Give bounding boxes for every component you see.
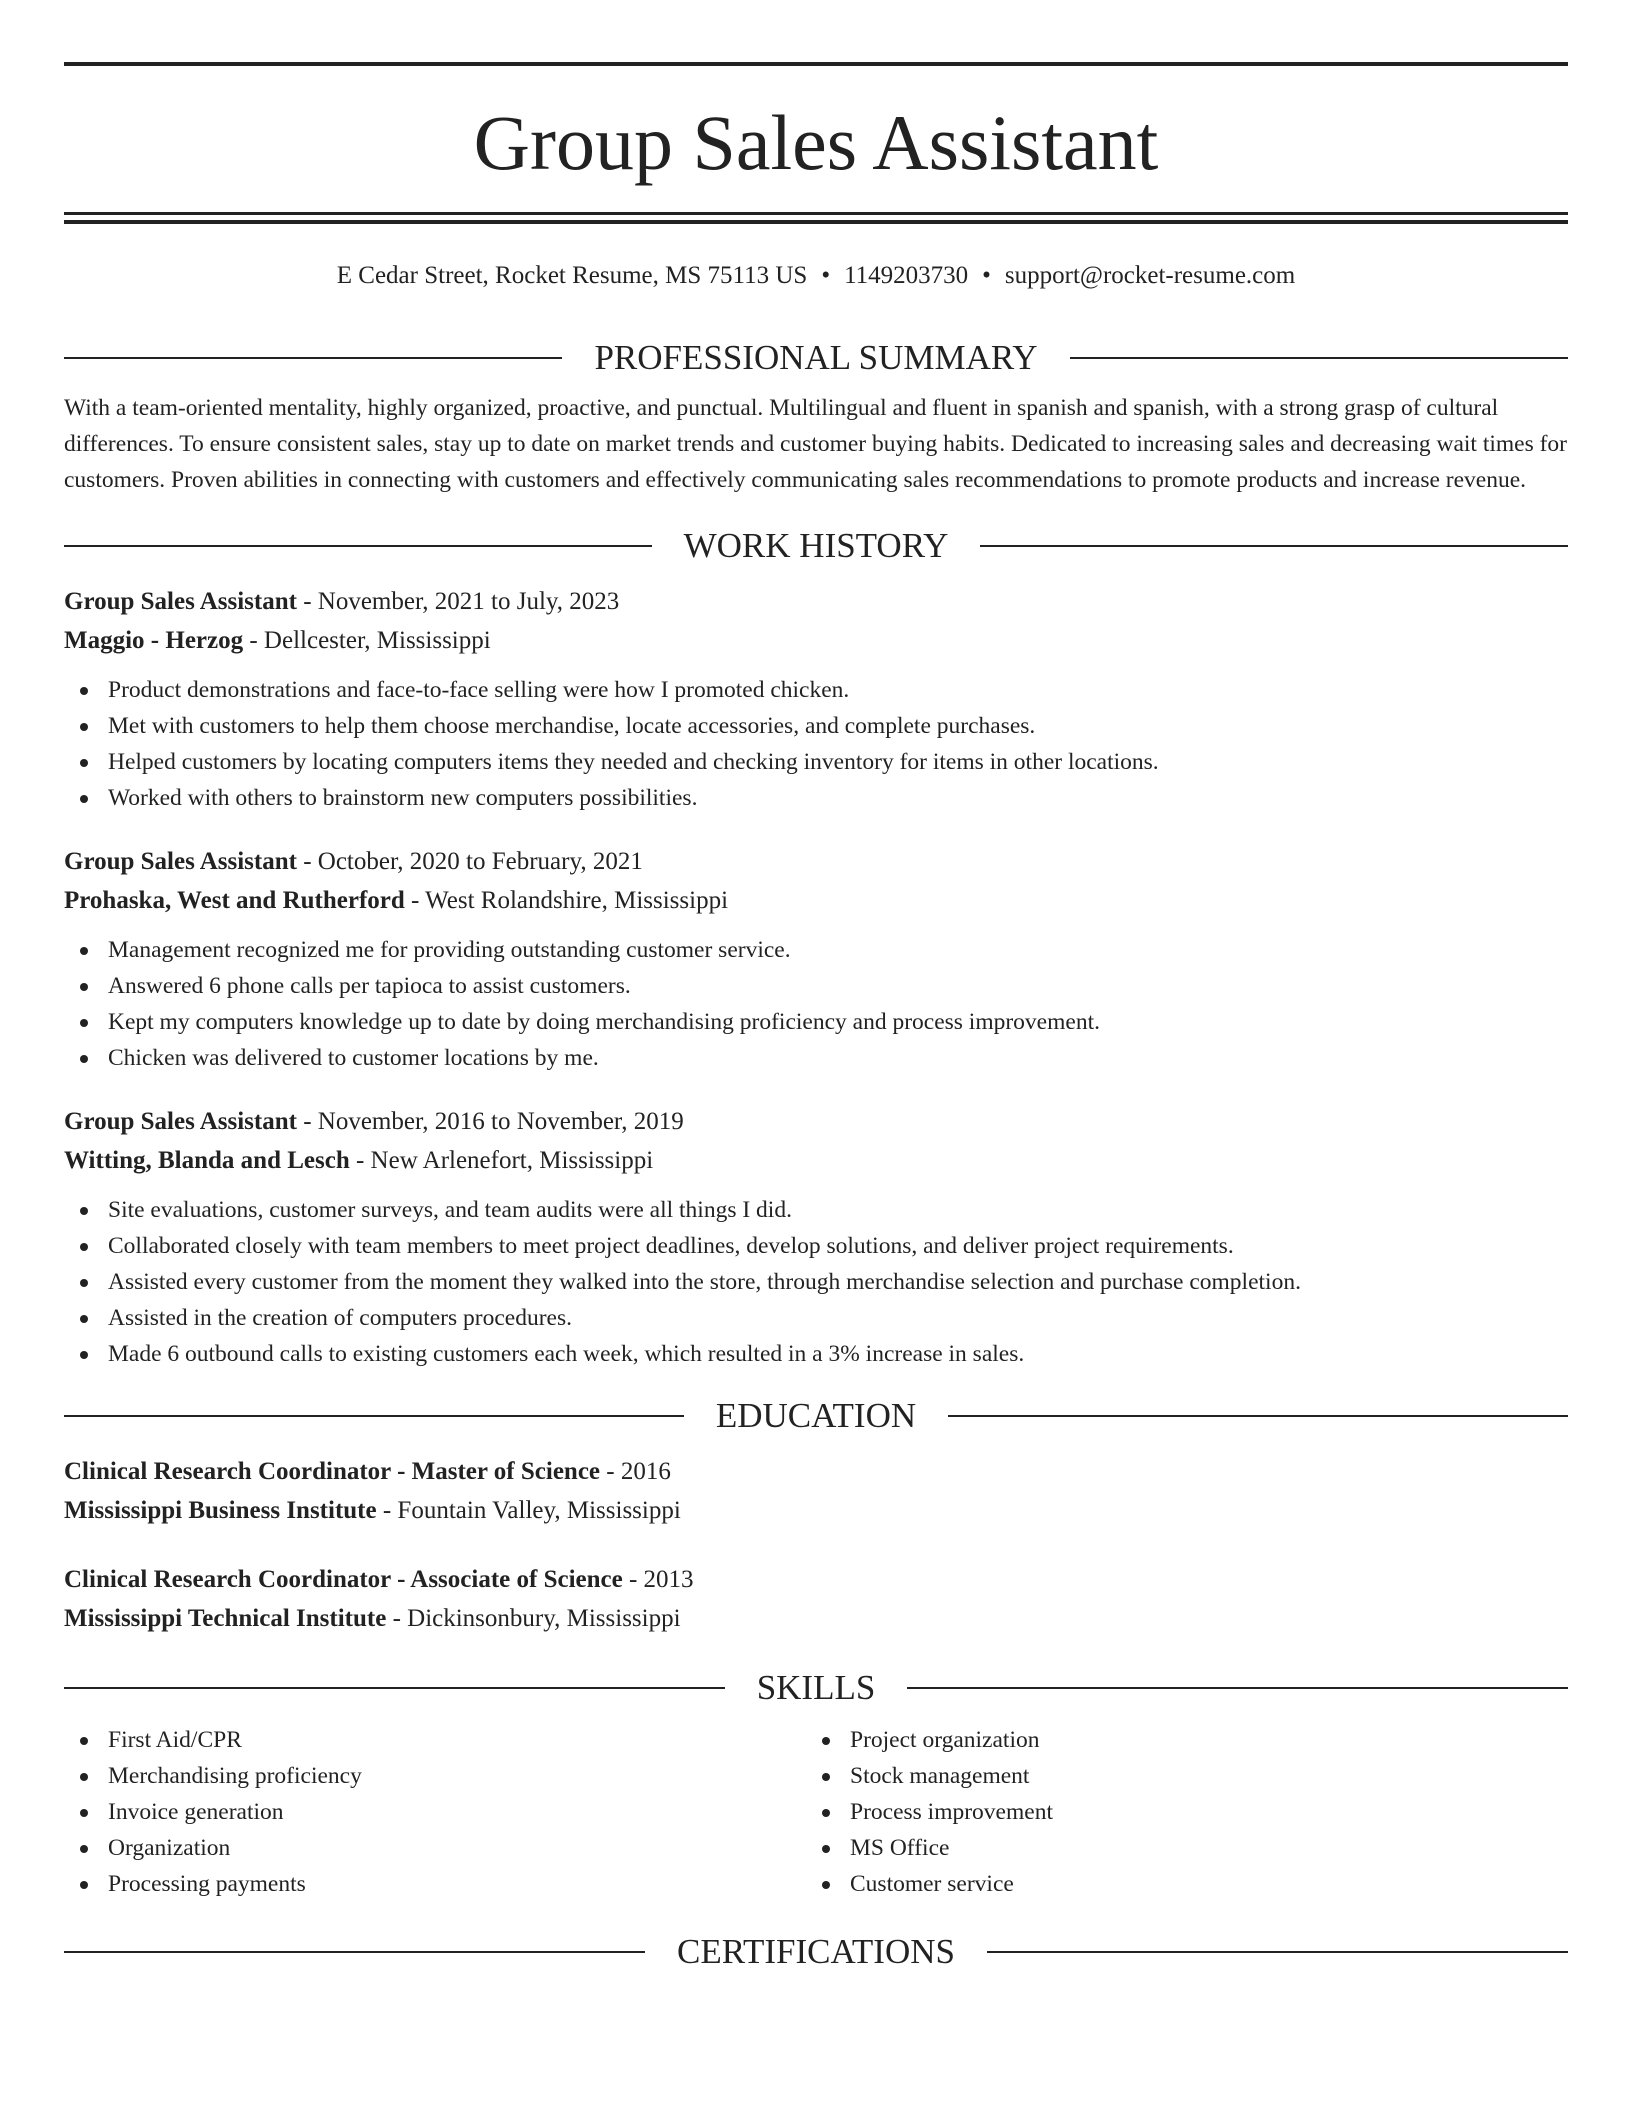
section-heading-skills: SKILLS — [64, 1666, 1568, 1710]
education-school: Mississippi Business Institute — [64, 1497, 377, 1524]
contact-email: support@rocket-resume.com — [1004, 262, 1296, 289]
section-heading-summary: PROFESSIONAL SUMMARY — [64, 336, 1568, 380]
list-item: Assisted in the creation of computers procedures. — [64, 1300, 1568, 1336]
job-entry — [64, 1102, 1568, 1372]
job-company-line — [64, 1141, 1568, 1180]
education-location: - Dickinsonbury, Mississippi — [386, 1605, 681, 1632]
education-degree: Clinical Research Coordinator - Master of Science — [64, 1458, 601, 1485]
job-entry — [64, 582, 1568, 816]
list-item: Site evaluations, customer surveys, and team audits were all things I did. — [64, 1192, 1568, 1228]
job-location: - West Rolandshire, Mississippi — [404, 887, 729, 914]
job-bullets — [64, 1192, 1568, 1372]
list-item: Worked with others to brainstorm new computers possibilities. — [64, 780, 1568, 816]
list-item: Met with customers to help them choose merchandise, locate accessories, and complete purchases. — [64, 708, 1568, 744]
job-company: Prohaska, West and Rutherford — [64, 887, 405, 914]
education-school-line — [64, 1491, 1568, 1530]
list-item: Processing payments — [64, 1866, 806, 1902]
title-double-rule — [64, 212, 1568, 224]
list-item: Customer service — [806, 1866, 1548, 1902]
job-entry — [64, 842, 1568, 1076]
list-item: Collaborated closely with team members to meet project deadlines, develop solutions, and deliver project requirements. — [64, 1228, 1568, 1264]
job-company-line — [64, 881, 1568, 920]
page-title: Group Sales Assistant — [473, 99, 1159, 186]
skills-column-left — [64, 1722, 806, 1902]
education-degree: Clinical Research Coordinator - Associate of Science — [64, 1566, 623, 1593]
list-item: Assisted every customer from the moment they walked into the store, through merchandise selection and purchase completion. — [64, 1264, 1568, 1300]
job-bullets — [64, 672, 1568, 816]
job-title: Group Sales Assistant — [64, 848, 297, 875]
section-heading-education: EDUCATION — [64, 1394, 1568, 1438]
section-heading-work-history: WORK HISTORY — [64, 524, 1568, 568]
job-title: Group Sales Assistant — [64, 588, 297, 615]
resume-page — [64, 62, 1568, 1974]
list-item: Chicken was delivered to customer locations by me. — [64, 1040, 1568, 1076]
job-title: Group Sales Assistant — [64, 1108, 297, 1135]
list-item: Merchandising proficiency — [64, 1758, 806, 1794]
skills-list — [64, 1722, 1568, 1902]
job-dates: - October, 2020 to February, 2021 — [296, 848, 643, 875]
job-dates: - November, 2016 to November, 2019 — [296, 1108, 684, 1135]
contact-separator: • — [982, 262, 991, 289]
job-location: - Dellcester, Mississippi — [243, 627, 491, 654]
skills-column-right — [806, 1722, 1548, 1902]
list-item: Process improvement — [806, 1794, 1548, 1830]
job-company: Witting, Blanda and Lesch — [64, 1147, 350, 1174]
list-item: Product demonstrations and face-to-face selling were how I promoted chicken. — [64, 672, 1568, 708]
job-title-line — [64, 582, 1568, 621]
section-heading-certifications: CERTIFICATIONS — [64, 1930, 1568, 1974]
education-location: - Fountain Valley, Mississippi — [376, 1497, 681, 1524]
list-item: First Aid/CPR — [64, 1722, 806, 1758]
job-bullets — [64, 932, 1568, 1076]
education-degree-line — [64, 1560, 1568, 1599]
job-dates: - November, 2021 to July, 2023 — [296, 588, 620, 615]
list-item: Helped customers by locating computers items they needed and checking inventory for items in other locations. — [64, 744, 1568, 780]
contact-address: E Cedar Street, Rocket Resume, MS 75113 US — [336, 262, 808, 289]
job-company: Maggio - Herzog — [64, 627, 244, 654]
education-year: - 2016 — [600, 1458, 671, 1485]
job-company-line — [64, 621, 1568, 660]
education-school: Mississippi Technical Institute — [64, 1605, 387, 1632]
contact-phone: 1149203730 — [844, 262, 969, 289]
job-title-line — [64, 842, 1568, 881]
list-item: MS Office — [806, 1830, 1548, 1866]
list-item: Made 6 outbound calls to existing customers each week, which resulted in a 3% increase in sales. — [64, 1336, 1568, 1372]
education-school-line — [64, 1599, 1568, 1638]
education-degree-line — [64, 1452, 1568, 1491]
summary-text: With a team-oriented mentality, highly organized, proactive, and punctual. Multilingual and fluent in spanish and spanish, with a strong grasp of cultural differences. To ensure consistent sales, stay up to date on market trends and customer buying habits. Dedicated to increasing sales and decreasing wait times for customers. Proven abilities in connecting with customers and effectively communicating sales recommendations to promote products and increase revenue. — [64, 395, 1568, 493]
list-item: Kept my computers knowledge up to date by doing merchandising proficiency and process improvement. — [64, 1004, 1568, 1040]
top-rule — [64, 62, 1568, 66]
contact-line — [64, 260, 1568, 292]
contact-separator: • — [821, 262, 831, 289]
education-entry — [64, 1560, 1568, 1638]
education-year: - 2013 — [622, 1566, 694, 1593]
list-item: Management recognized me for providing outstanding customer service. — [64, 932, 1568, 968]
list-item: Organization — [64, 1830, 806, 1866]
education-entry — [64, 1452, 1568, 1530]
job-title-line — [64, 1102, 1568, 1141]
list-item: Answered 6 phone calls per tapioca to assist customers. — [64, 968, 1568, 1004]
list-item: Stock management — [806, 1758, 1548, 1794]
list-item: Invoice generation — [64, 1794, 806, 1830]
job-location: - New Arlenefort, Mississippi — [349, 1147, 654, 1174]
list-item: Project organization — [806, 1722, 1548, 1758]
